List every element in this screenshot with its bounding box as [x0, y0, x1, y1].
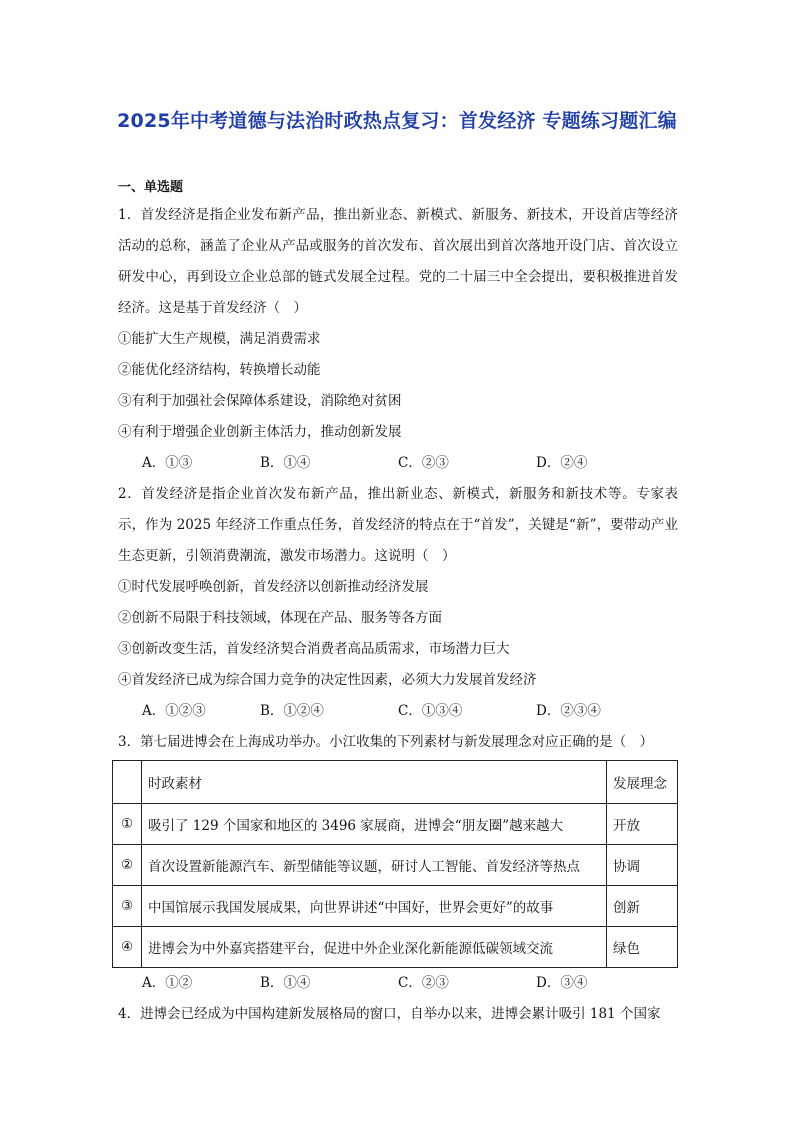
question-1-option-3: ③有利于加强社会保障体系建设，消除绝对贫困 [118, 393, 402, 409]
choice-d[interactable]: D．②④ [536, 455, 588, 471]
question-1-option-2: ②能优化经济结构，转换增长动能 [118, 362, 321, 378]
table-header-cell: 发展理念 [607, 761, 678, 804]
questions-content [118, 200, 678, 1030]
question-2-choices [118, 696, 678, 727]
question-1-option-1: ①能扩大生产规模，满足消费需求 [118, 331, 321, 347]
table-header-cell: 时政素材 [142, 761, 607, 804]
question-2-stem: 2．首发经济是指企业首次发布新产品，推出新业态、新模式，新服务和新技术等。专家表示，作为 2025 年经济工作重点任务，首发经济的特点在于“首发”，关键是“新”，要带动产业生态更新，引领消费潮流，激发市场潜力。这说明（ ） [118, 486, 678, 564]
material-table [112, 760, 678, 968]
table-row [113, 845, 678, 886]
choice-a[interactable]: A．①②③ [142, 703, 206, 719]
question-2-option-2: ②创新不局限于科技领域，体现在产品、服务等各方面 [118, 610, 442, 626]
table-cell-number: ① [113, 804, 142, 845]
choice-b[interactable]: B．①②④ [260, 703, 324, 719]
question-1-choices [118, 448, 678, 479]
question-3-stem: 3．第七届进博会在上海成功举办。小江收集的下列素材与新发展理念对应正确的是（ ） [118, 734, 654, 750]
choice-b[interactable]: B．①④ [260, 455, 311, 471]
table-cell-concept: 开放 [607, 804, 678, 845]
choice-c[interactable]: C．①③④ [398, 703, 463, 719]
question-2-option-4: ④首发经济已成为综合国力竞争的决定性因素，必须大力发展首发经济 [118, 672, 537, 688]
choice-a[interactable]: A．①② [142, 975, 193, 991]
table-cell-material: 首次设置新能源汽车、新型储能等议题，研讨人工智能、首发经济等热点 [142, 845, 607, 886]
table-row [113, 804, 678, 845]
table-cell-material: 吸引了 129 个国家和地区的 3496 家展商，进博会“朋友圈”越来越大 [142, 804, 607, 845]
question-3-choices [118, 968, 678, 999]
section-heading: 一、单选题 [118, 180, 184, 195]
table-cell-number: ④ [113, 927, 142, 968]
choice-c[interactable]: C．②③ [398, 455, 449, 471]
table-header-row [113, 761, 678, 804]
choice-d[interactable]: D．②③④ [536, 703, 601, 719]
table-cell-number: ② [113, 845, 142, 886]
table-cell-material: 进博会为中外嘉宾搭建平台，促进中外企业深化新能源低碳领域交流 [142, 927, 607, 968]
choice-b[interactable]: B．①④ [260, 975, 311, 991]
table-cell-concept: 创新 [607, 886, 678, 927]
table-cell-concept: 协调 [607, 845, 678, 886]
question-4-stem: 4．进博会已经成为中国构建新发展格局的窗口，自举办以来，进博会累计吸引 181 个国家 [118, 1006, 661, 1022]
choice-d[interactable]: D．③④ [536, 975, 588, 991]
table-cell-number: ③ [113, 886, 142, 927]
question-2-option-1: ①时代发展呼唤创新，首发经济以创新推动经济发展 [118, 579, 429, 595]
question-1-stem: 1．首发经济是指企业发布新产品，推出新业态、新模式、新服务、新技术，开设首店等经济活动的总称，涵盖了企业从产品或服务的首次发布、首次展出到首次落地开设门店、首次设立研发中心，再到设立企业总部的链式发展全过程。党的二十届三中全会提出，要积极推进首发经济。这是基于首发经济（ ） [118, 207, 678, 316]
table-row [113, 886, 678, 927]
table-header-cell [113, 761, 142, 804]
question-1-option-4: ④有利于增强企业创新主体活力，推动创新发展 [118, 424, 402, 440]
document-title: 2025年中考道德与法治时政热点复习：首发经济 专题练习题汇编 [117, 110, 677, 132]
table-row [113, 927, 678, 968]
table-cell-concept: 绿色 [607, 927, 678, 968]
choice-a[interactable]: A．①③ [142, 455, 193, 471]
choice-c[interactable]: C．②③ [398, 975, 449, 991]
question-2-option-3: ③创新改变生活，首发经济契合消费者高品质需求，市场潜力巨大 [118, 641, 510, 657]
table-cell-material: 中国馆展示我国发展成果，向世界讲述“中国好，世界会更好”的故事 [142, 886, 607, 927]
